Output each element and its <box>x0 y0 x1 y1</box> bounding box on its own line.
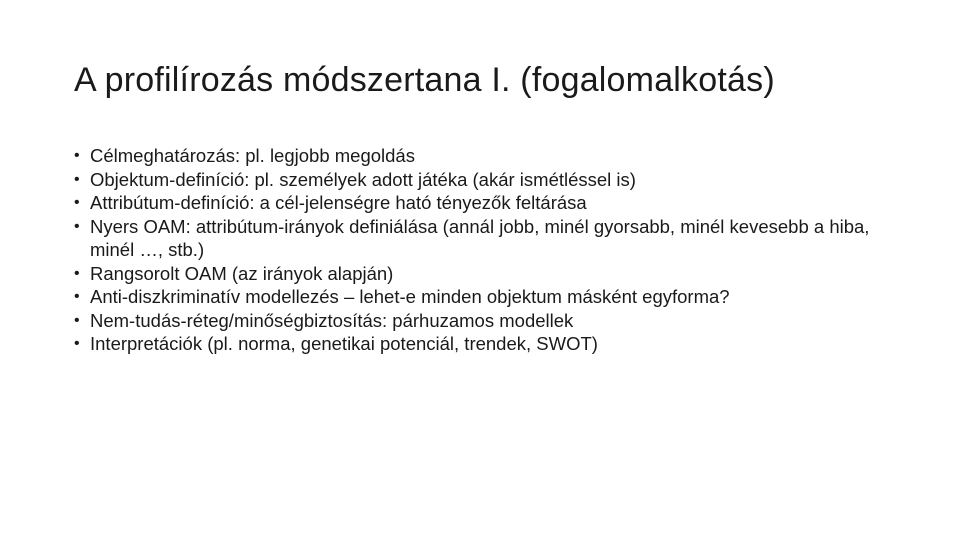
bullet-text: Interpretációk (pl. norma, genetikai potenciál, trendek, SWOT) <box>90 333 598 354</box>
bullet-text: Nyers OAM: attribútum-irányok definiálása (annál jobb, minél gyorsabb, minél kevesebb a hiba, minél …, stb.) <box>90 215 870 260</box>
bullet-text: Anti-diszkriminatív modellezés – lehet-e minden objektum másként egyforma? <box>90 286 730 307</box>
list-item <box>74 285 874 309</box>
slide-title: A profilírozás módszertana I. (fogalomalkotás) <box>74 61 775 99</box>
bullet-icon: • <box>74 335 80 352</box>
list-item <box>74 332 874 356</box>
list-item <box>74 215 874 262</box>
bullet-icon: • <box>74 170 80 188</box>
bullet-text: Attribútum-definíció: a cél-jelenségre ható tényezők feltárása <box>90 192 587 213</box>
bullet-icon: • <box>74 147 80 164</box>
bullet-list <box>74 144 874 356</box>
list-item <box>74 144 874 168</box>
bullet-text: Nem-tudás-réteg/minőségbiztosítás: párhuzamos modellek <box>90 309 574 331</box>
bullet-icon: • <box>74 311 80 329</box>
list-item <box>74 262 874 286</box>
list-item <box>74 309 874 333</box>
bullet-text: Objektum-definíció: pl. személyek adott játéka (akár ismétléssel is) <box>90 168 636 190</box>
bullet-icon: • <box>74 288 80 305</box>
bullet-icon: • <box>74 194 80 211</box>
list-item <box>74 191 874 215</box>
bullet-icon: • <box>74 264 80 282</box>
bullet-text: Célmeghatározás: pl. legjobb megoldás <box>90 145 415 166</box>
list-item <box>74 168 874 192</box>
bullet-text: Rangsorolt OAM (az irányok alapján) <box>90 262 394 284</box>
bullet-icon: • <box>74 217 80 235</box>
